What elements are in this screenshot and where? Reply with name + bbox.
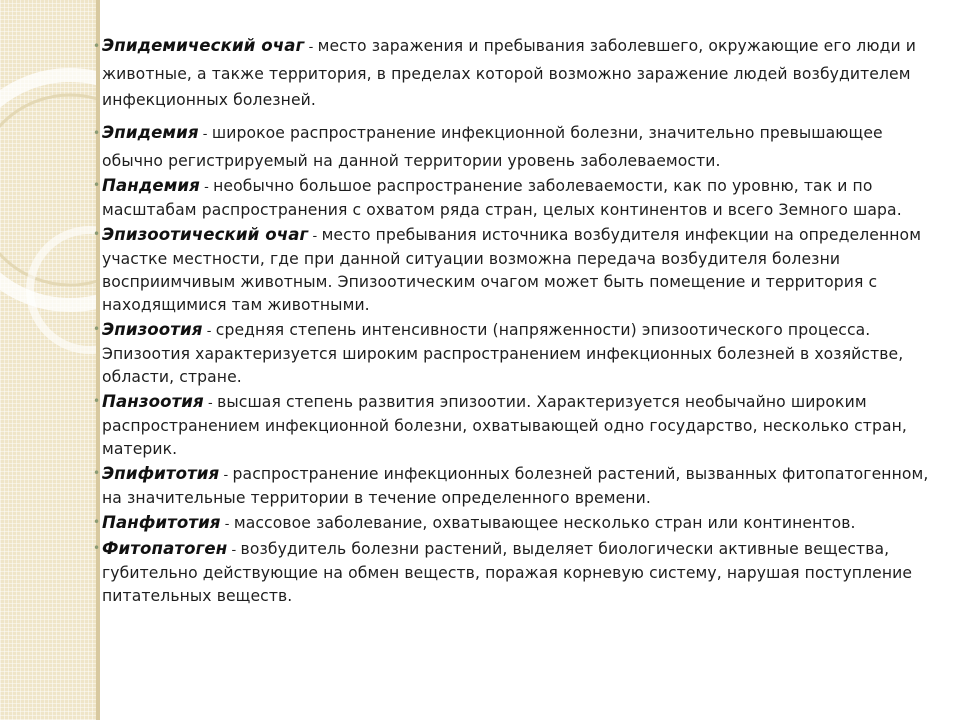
bullet-icon: • [93,126,101,140]
bullet-icon: • [93,541,101,555]
definition-text: необычно большое распространение заболеваемости, как по уровню, так и по масштабам распространения с охватом ряда стран, целых континентов и всего Земного шара. [102,177,902,219]
bullet-icon: • [93,466,101,480]
definition-text: место пребывания источника возбудителя инфекции на определенном участке местности, где при данной ситуации возможна передача возбудителя болезни восприимчивым животным. Эпизоотическим очагом может быть помещение и территория с находящимися там животными. [102,226,922,314]
definition-item [93,223,932,317]
definition-item [93,511,932,536]
definition-separator: - [202,324,216,339]
definition-text: возбудитель болезни растений, выделяет биологически активные вещества, губительно действующие на обмен веществ, поражая корневую систему, нарушая поступление питательных веществ. [102,540,913,605]
definition-item [93,390,932,461]
bullet-icon: • [93,227,101,241]
definition-text: высшая степень развития эпизоотии. Характеризуется необычайно широким распространением инфекционной болезни, охватывающей одно государство, несколько стран, материк. [102,393,907,458]
definition-text: распространение инфекционных болезней растений, вызванных фитопатогенном, на значительные территории в течение определенного времени. [102,465,929,507]
bullet-icon: • [93,322,101,336]
bullet-icon: • [93,39,101,53]
definition-item [93,120,932,174]
definition-item [93,33,932,113]
definition-item [93,318,932,389]
definition-item [93,462,932,510]
definition-term: Эпидемия [102,123,199,142]
definition-separator: - [219,468,233,483]
definition-term: Панфитотия [102,513,221,532]
definition-text: место заражения и пребывания заболевшего, окружающие его люди и животные, а также территория, в пределах которой возможно заражение людей возбудителем инфекционных болезней. [102,37,917,109]
definition-separator: - [304,40,318,55]
decorative-rings [0,40,96,400]
definition-term: Фитопатоген [102,539,228,558]
definition-item [93,537,932,608]
definition-term: Эпизоотический очаг [102,225,309,244]
definition-separator: - [199,180,214,195]
definition-term: Панзоотия [102,392,204,411]
definition-separator: - [203,396,218,411]
definition-separator: - [198,127,212,142]
bullet-icon: • [93,178,101,192]
definition-text: массовое заболевание, охватывающее несколько стран или континентов. [233,514,856,532]
side-panel-border [96,0,100,720]
definitions-list [93,33,932,609]
definition-term: Эпифитотия [102,464,220,483]
decorative-side-panel [0,0,96,720]
definition-separator: - [308,229,322,244]
bullet-icon: • [93,394,101,408]
definition-term: Эпизоотия [102,320,203,339]
bullet-icon: • [93,515,101,529]
definition-text: средняя степень интенсивности (напряженности) эпизоотического процесса. Эпизоотия характеризуется широким распространением инфекционных болезней в хозяйстве, области, стране. [102,321,904,386]
definition-separator: - [227,543,241,558]
definition-term: Эпидемический очаг [102,36,305,55]
definition-item [93,174,932,222]
definition-term: Пандемия [102,176,200,195]
definition-text: широкое распространение инфекционной болезни, значительно превышающее обычно регистрируемый на данной территории уровень заболеваемости. [102,124,883,170]
definition-separator: - [220,517,234,532]
